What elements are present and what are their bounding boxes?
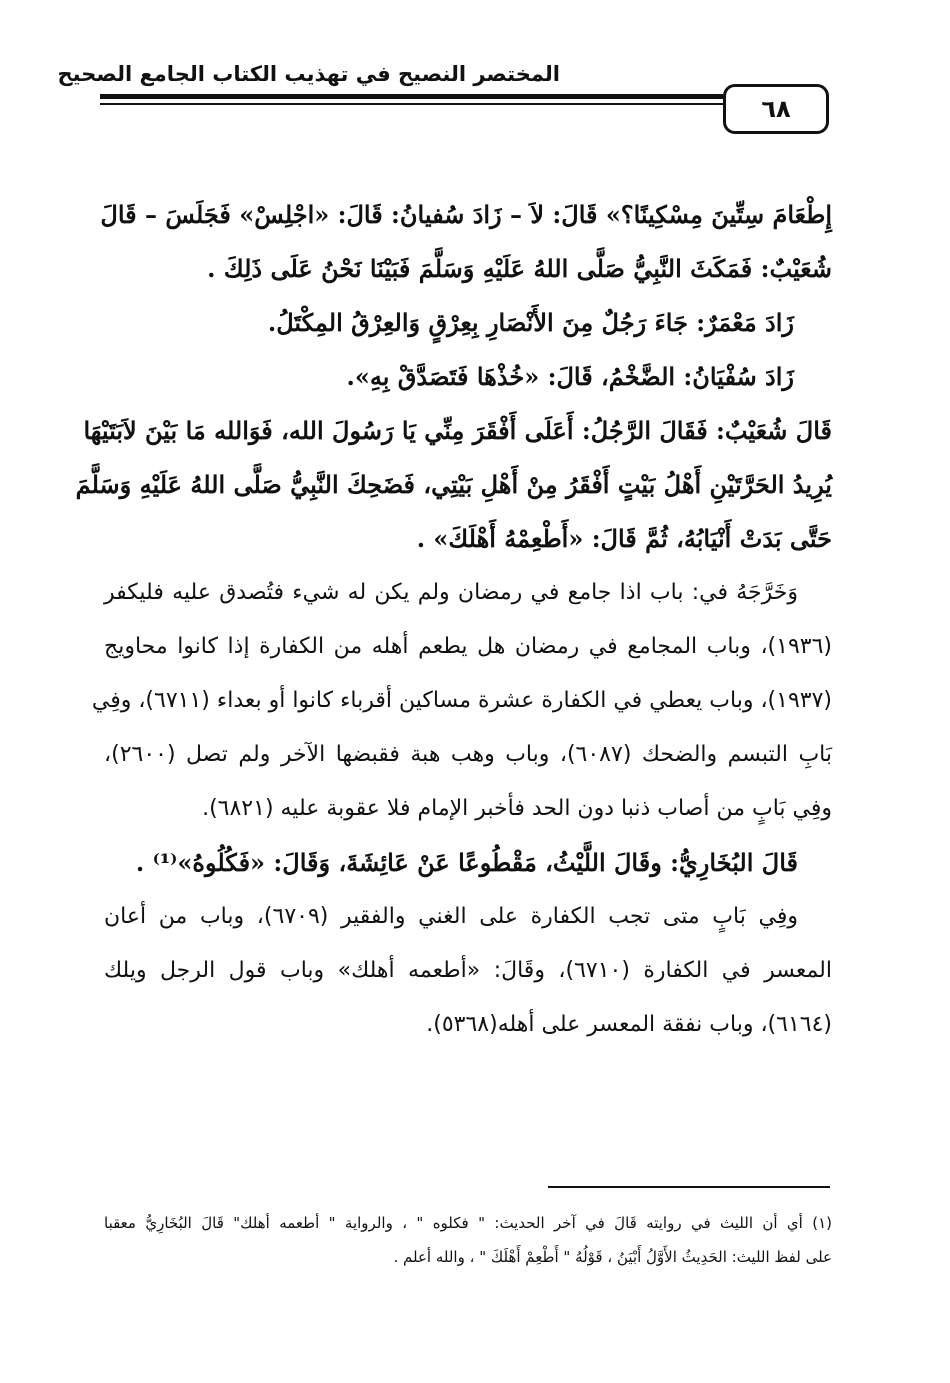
- header-rule-thick: [100, 94, 723, 99]
- text-line: (١٩٣٦)، وباب المجامع في رمضان هل يطعم أهله من الكفارة إذا كانوا محاويج: [104, 634, 832, 659]
- text-line: بَابِ التبسم والضحك (٦٠٨٧)، وباب وهب هبة فقبضها الآخر ولم تصل (٢٦٠٠)،: [104, 742, 832, 767]
- text-line: (٦١٦٤)، وباب نفقة المعسر على أهله(٥٣٦٨).: [426, 1012, 832, 1037]
- page-number-box: [723, 84, 829, 134]
- text-line: المعسر في الكفارة (٦٧١٠)، وقَالَ: «أطعمه أهلك» وباب قول الرجل ويلك: [104, 958, 832, 983]
- text-line: زَادَ مَعْمَرٌ: جَاءَ رَجُلٌ مِنَ الأَنْصَارِ بِعِرْقٍ وَالعِرْقُ المِكْتَلُ.: [267, 308, 794, 337]
- text-line: قَالَ شُعَيْبٌ: فَقَالَ الرَّجُلُ: أَعَلَى أَفْقَرَ مِنِّي يَا رَسُولَ الله، فَوَالله مَا بَيْنَ لاَبَتَيْهَا: [83, 416, 832, 445]
- text-line: يُرِيدُ الحَرَّتَيْنِ أَهْلُ بَيْتٍ أَفْقَرُ مِنْ أَهْلِ بَيْتِي، فَضَحِكَ النَّبِيُّ صَلَّى اللهُ عَلَيْهِ وَسَلَّمَ: [75, 470, 832, 499]
- text-line: وفِي بَابٍ متى تجب الكفارة على الغني والفقير (٦٧٠٩)، وباب من أعان: [104, 904, 798, 929]
- page-number: ٦٨: [761, 95, 791, 123]
- footnote: [104, 1206, 832, 1274]
- footnote-line: (١) أي أن الليث في روايته قَالَ في آخر الحديث: " فكلوه " ، والرواية " أطعمه أهلك" قَالَ البُخَارِيُّ معقبا: [104, 1214, 832, 1232]
- running-header-title: المختصر النصيح في تهذيب الكتاب الجامع الصحيح: [57, 62, 560, 86]
- text-line: حَتَّى بَدَتْ أَنْيَابُهُ، ثُمَّ قَالَ: «أَطْعِمْهُ أَهْلَكَ» .: [416, 524, 832, 553]
- main-text: [75, 188, 832, 1052]
- header-rule-thin: [100, 103, 723, 105]
- text-line: (١٩٣٧)، وباب يعطي في الكفارة عشرة مساكين أقرباء كانوا أو بعداء (٦٧١١)، وفِي: [91, 688, 832, 713]
- text-line: زَادَ سُفْيَانُ: الضَّخْمُ، قَالَ: «خُذْهَا فَتَصَدَّقْ بِهِ».: [346, 362, 794, 391]
- footnote-line: على لفظ الليث: الحَدِيثُ الأَوَّلُ أَبْيَنُ ، قَوْلُهُ " أَطْعِمْ أَهْلَكَ " ، والله أعلم .: [393, 1248, 832, 1266]
- text-line: شُعَيْبٌ: فَمَكَثَ النَّبِيُّ صَلَّى اللهُ عَلَيْهِ وَسَلَّمَ فَبَيْنَا نَحْنُ عَلَى ذَلِكَ .: [207, 254, 832, 283]
- text-line: قَالَ البُخَارِيُّ: وقَالَ اللَّيْثُ، مَقْطُوعًا عَنْ عَائِشَةَ، وَقَالَ: «فَكُلُوهُ»⁽¹⁾ .: [135, 848, 798, 877]
- footnote-separator: [548, 1186, 830, 1188]
- text-line: وفِي بَابٍ من أصاب ذنبا دون الحد فأخبر الإمام فلا عقوبة عليه (٦٨٢١).: [202, 796, 832, 821]
- text-line: وَخَرَّجَهُ في: باب اذا جامع في رمضان ولم يكن له شيء فتُصدق عليه فليكفر: [104, 580, 798, 605]
- text-line: إِطْعَامَ سِتِّينَ مِسْكِينًا؟» قَالَ: لاَ – زَادَ سُفيانُ: قَالَ: «اجْلِسْ» فَجَلَسَ – قَالَ: [100, 200, 832, 229]
